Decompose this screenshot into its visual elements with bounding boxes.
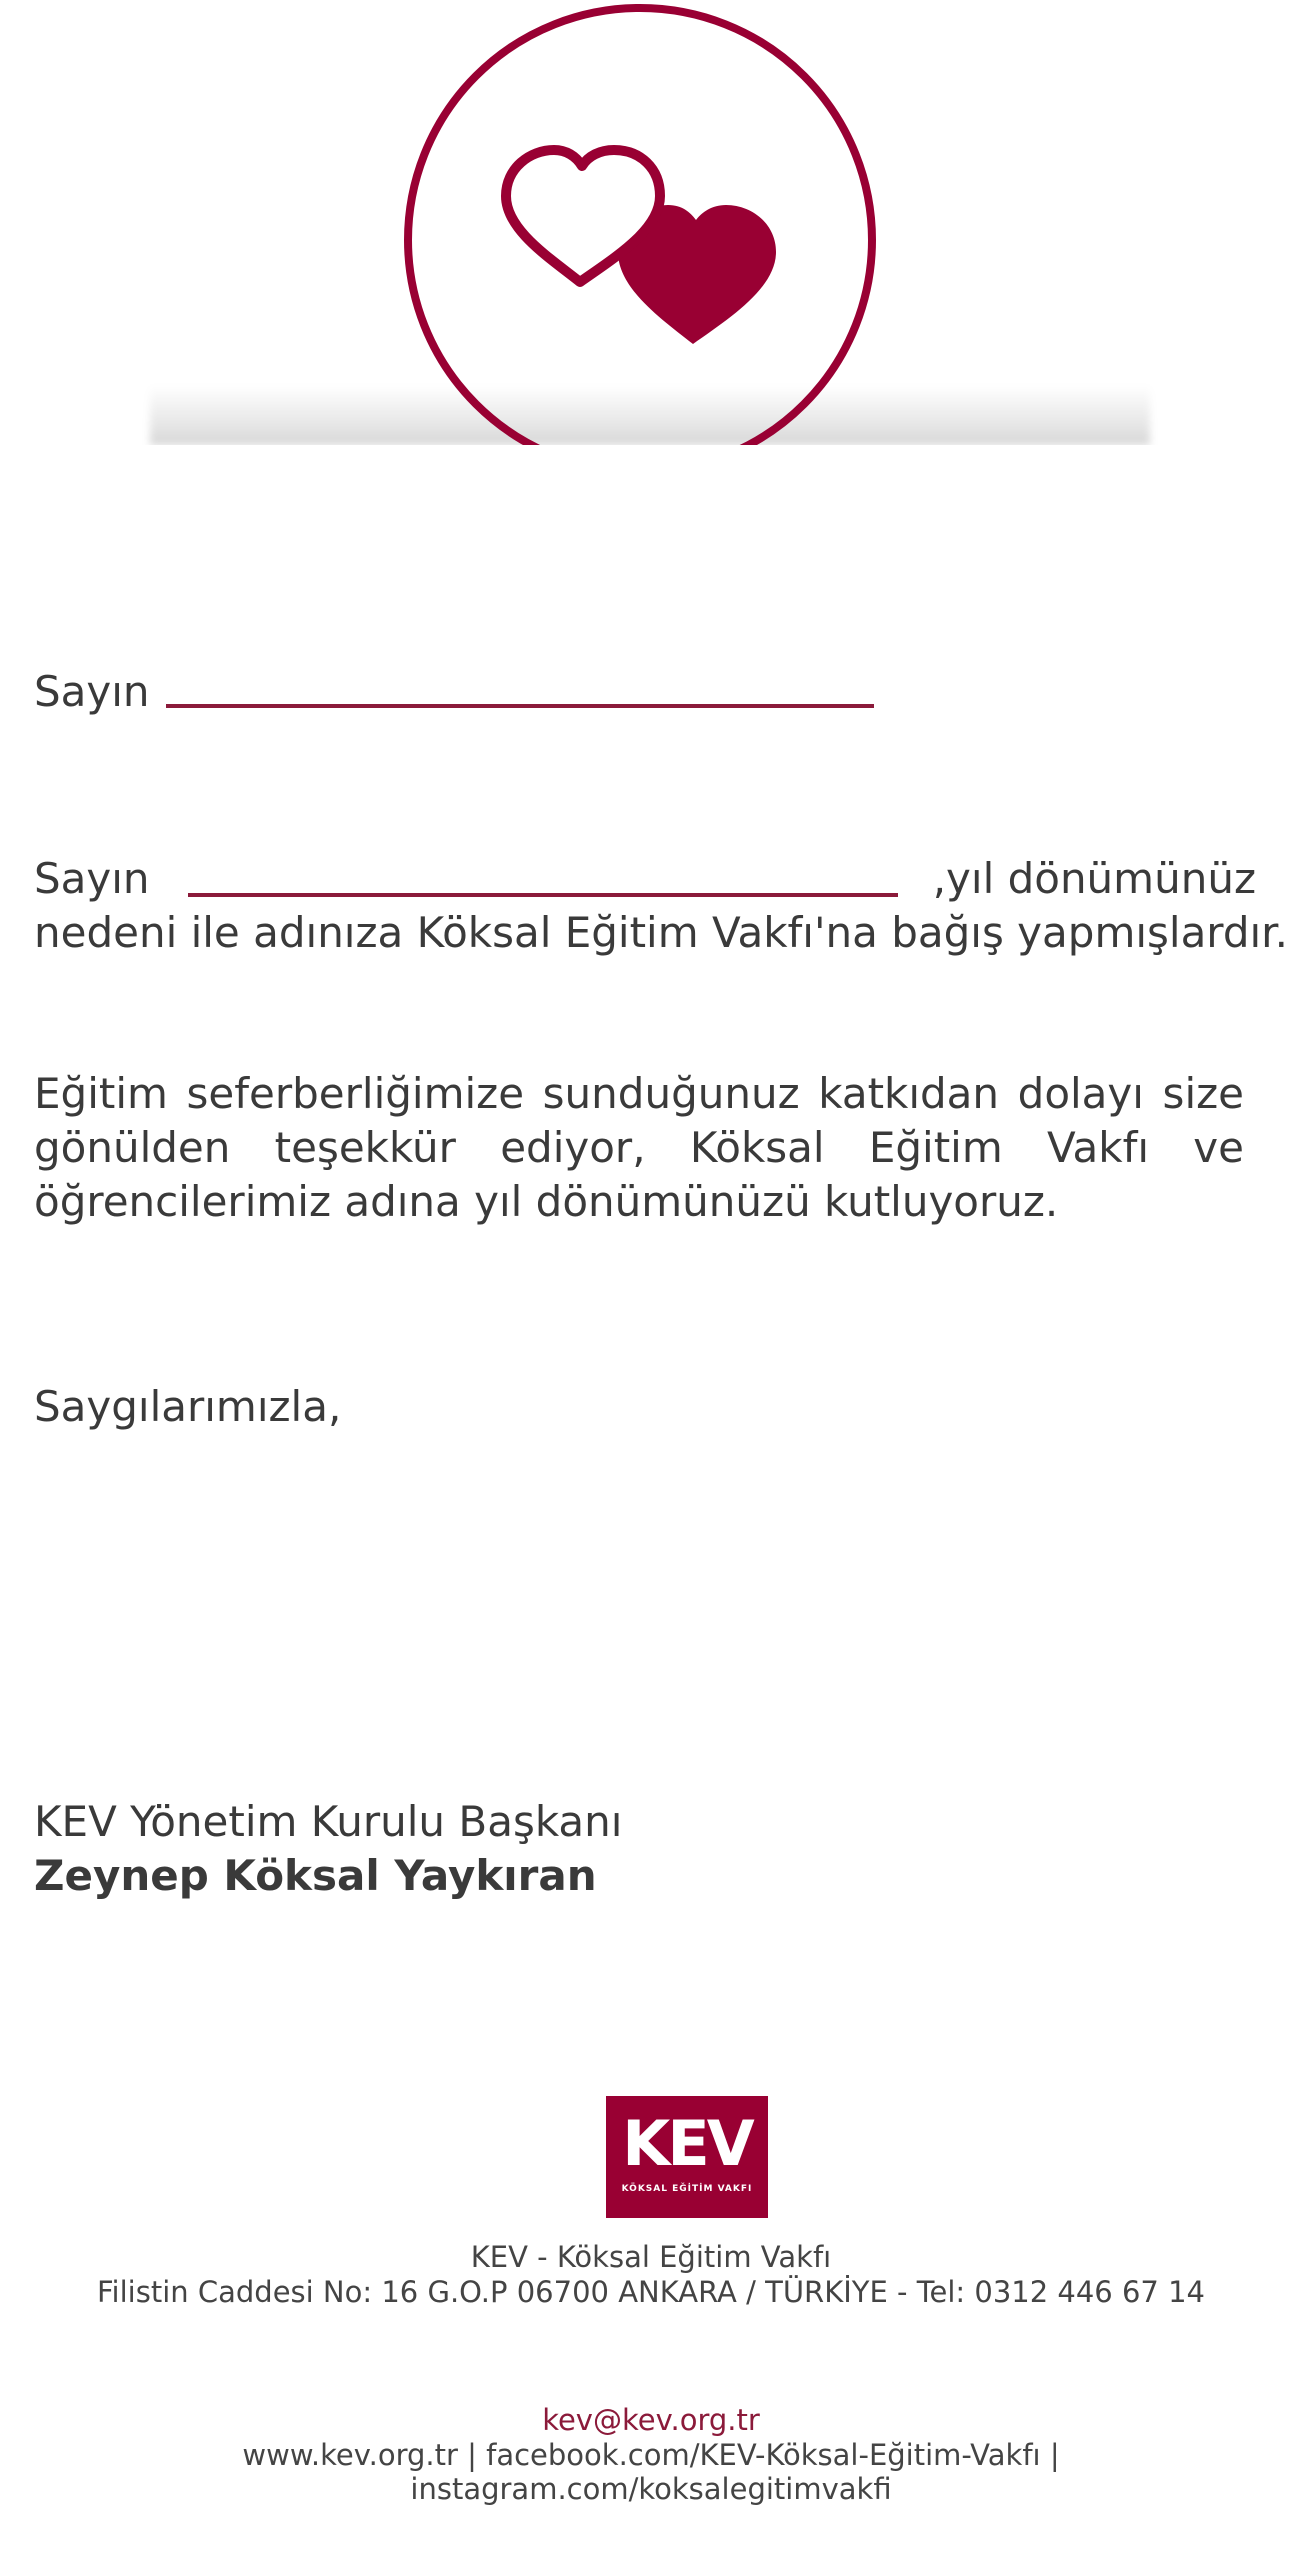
header-banner [0, 0, 1302, 450]
footer-links[interactable]: www.kev.org.tr | facebook.com/KEV-Köksal-Eğitim-Vakfı | instagram.com/koksalegitimvakfi [242, 2438, 1060, 2506]
header-edge [0, 445, 1302, 455]
two-hearts-icon [506, 150, 776, 344]
logo-wordmark: KEV [622, 2107, 752, 2180]
giver-name-line [188, 893, 898, 897]
logo-subtitle: KÖKSAL EĞİTİM VAKFI [621, 2184, 753, 2194]
recipient-name-line [166, 704, 874, 708]
donation-sentence: nedeni ile adınıza Köksal Eğitim Vakfı'na bağış yapmışlardır. [34, 908, 1288, 957]
thanks-paragraph: Eğitim seferberliğimize sunduğunuz katkıdan dolayı size gönülden teşekkür ediyor, Köksal Eğitim Vakfı ve öğrencilerimiz adına yıl dönümünüzü kutluyoruz. [34, 1069, 1244, 1226]
footer-address: Filistin Caddesi No: 16 G.O.P 06700 ANKARA / TÜRKİYE - Tel: 0312 446 67 14 [96, 2275, 1205, 2309]
kev-logo [606, 2096, 768, 2218]
hearts-emblem [390, 0, 890, 450]
footer-org: KEV - Köksal Eğitim Vakfı [470, 2240, 832, 2274]
footer-email[interactable]: kev@kev.org.tr [542, 2403, 760, 2437]
closing-text: Saygılarımızla, [34, 1382, 342, 1431]
salutation-label: Sayın [34, 667, 150, 716]
anniversary-suffix: ,yıl dönümünüz [932, 854, 1256, 903]
signature-title: KEV Yönetim Kurulu Başkanı [34, 1797, 623, 1846]
signature-name: Zeynep Köksal Yaykıran [34, 1851, 597, 1900]
giver-prefix: Sayın [34, 854, 150, 903]
